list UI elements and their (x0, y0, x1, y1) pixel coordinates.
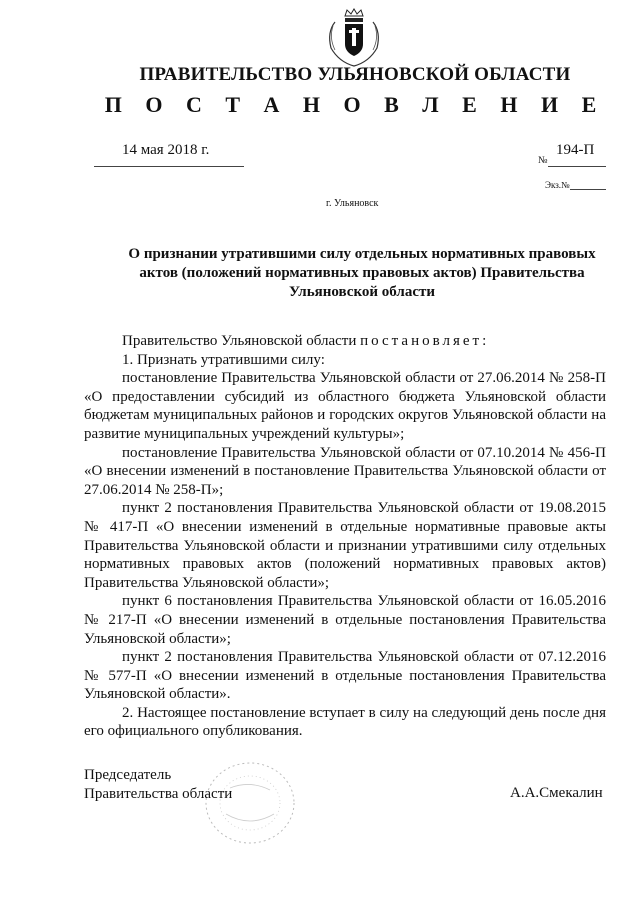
repealed-act-item: постановление Правительства Ульяновской области от 07.10.2014 № 456-П «О внесении изменений в постановление Правительства Ульяновской области от 27.06.2014 № 258-П»; (84, 444, 606, 498)
signatory-title (84, 766, 232, 804)
signatory-name: А.А.Смекалин (510, 785, 603, 801)
preamble-verb: постановляет: (360, 333, 490, 349)
repealed-act-item: пункт 6 постановления Правительства Ульяновской области от 16.05.2016 № 217-П «О внесении изменений в отдельные постановления Правительства Ульяновской области»; (84, 593, 606, 647)
copy-number-underline (570, 189, 606, 190)
document-type-heading: П О С Т А Н О В Л Е Н И Е (104, 92, 606, 117)
clause-2: 2. Настоящее постановление вступает в силу на следующий день после дня его официального опубликования. (84, 704, 606, 740)
signatory-title-line-2: Правительства области (84, 786, 233, 802)
repealed-act-item: пункт 2 постановления Правительства Ульяновской области от 07.12.2016 № 577-П «О внесении изменений в отдельные постановления Правительства Ульяновской области». (84, 649, 606, 703)
number-sign: № (538, 155, 548, 166)
signatory-title-line-1: Председатель (84, 767, 172, 783)
coat-of-arms-icon (325, 8, 383, 68)
document-body (84, 332, 606, 741)
date-underline (94, 166, 244, 167)
city-label: г. Ульяновск (326, 198, 379, 209)
clause-1-heading: 1. Признать утратившими силу: (122, 351, 325, 368)
document-number: 194-П (556, 142, 595, 158)
copy-number-label: Экз.№ (545, 180, 570, 190)
repealed-act-item: пункт 2 постановления Правительства Ульяновской области от 19.08.2015 № 417-П «О внесении изменений в отдельные нормативные правовые акты Правительства Ульяновской области и признании утратившими силу отдельных нормативных правовых актов (положений нормативных правовых актов) Правительства Ульяновской области»; (84, 500, 606, 591)
number-underline (548, 166, 606, 167)
repealed-act-item: постановление Правительства Ульяновской области от 27.06.2014 № 258-П «О предоставлении субсидий из областного бюджета Ульяновской области бюджетам муниципальных районов и городских округов Ульяновской области на развитие муниципальных учреждений культуры»; (84, 370, 606, 442)
document-subject: О признании утратившими силу отдельных нормативных правовых актов (положений нормативных правовых актов) Правительства Ульяновской области (128, 246, 596, 300)
government-title: ПРАВИТЕЛЬСТВО УЛЬЯНОВСКОЙ ОБЛАСТИ (139, 64, 571, 85)
document-date: 14 мая 2018 г. (122, 142, 210, 158)
preamble-prefix: Правительство Ульяновской области (122, 333, 361, 349)
preamble (84, 332, 606, 351)
